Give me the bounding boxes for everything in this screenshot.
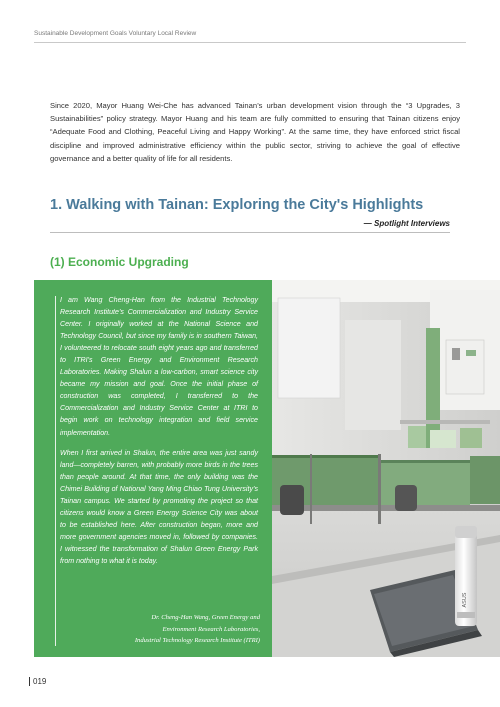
bottle-logo-text: ASUS xyxy=(462,592,468,608)
intro-paragraph: Since 2020, Mayor Huang Wei-Che has advanced Tainan’s urban development vision through the “3 Upgrades, 3 Sustainabilities” policy strategy. Mayor Huang and his team are fully committed to ensuring that Tainan citizens enjoy “Adequate Food and Clothing, Peaceful Living and Happy Working”. At the same time, they have enforced strict fiscal discipline and improved administrative efficiency within the public sector, striving to achieve the goal of effective governance and a better quality of life for all residents. xyxy=(50,101,460,163)
quote-bar xyxy=(55,296,56,646)
attribution-line: Environment Research Laboratories, xyxy=(162,625,260,633)
quote-attribution xyxy=(60,612,260,647)
subsection-title: (1) Economic Upgrading xyxy=(50,255,189,269)
interview-quote-panel xyxy=(34,280,272,657)
quote-paragraph-2: When I first arrived in Shalun, the entire area was just sandy land—completely barren, with probably more birds in the trees than people around. At that time, the only building was the Chimei Building of National Yang Ming Chiao Tung University’s Tainan campus. We started by promoting the project so that citizens would know a Green Energy Science City was about to be established here. After construction began, more and more government agencies moved in, followed by companies. I witnessed the transformation of Shalun Green Energy Park from nothing to what it is today. xyxy=(60,448,258,565)
quote-paragraph-1: I am Wang Cheng-Han from the Industrial Technology Research Institute’s Commercialization and Industry Service Center. I originally worked at the National Science and Technology Council, but since my family is in southern Taiwan, I volunteered to relocate south eight years ago and transferred to ITRI’s Green Energy and Environment Research Laboratories. Making Shalun a low-carbon, smart science city became my mission and goal. Once the initial phase of construction was completed, I transferred to the Commercialization and Industry Service Center at ITRI to begin work on technology integration and field service implementation. xyxy=(60,296,258,437)
office-photo xyxy=(250,280,500,657)
section-divider xyxy=(50,232,450,233)
attribution-line: Dr. Cheng-Han Wang, Green Energy and xyxy=(151,614,260,621)
section-title: 1. Walking with Tainan: Exploring the City's Highlights xyxy=(50,197,424,213)
running-header: Sustainable Development Goals Voluntary Local Review xyxy=(34,30,466,43)
section-subtitle: — Spotlight Interviews xyxy=(363,219,450,228)
attribution-line: Industrial Technology Research Institute (ITRI) xyxy=(134,637,260,644)
page-number: 019 xyxy=(29,677,46,686)
